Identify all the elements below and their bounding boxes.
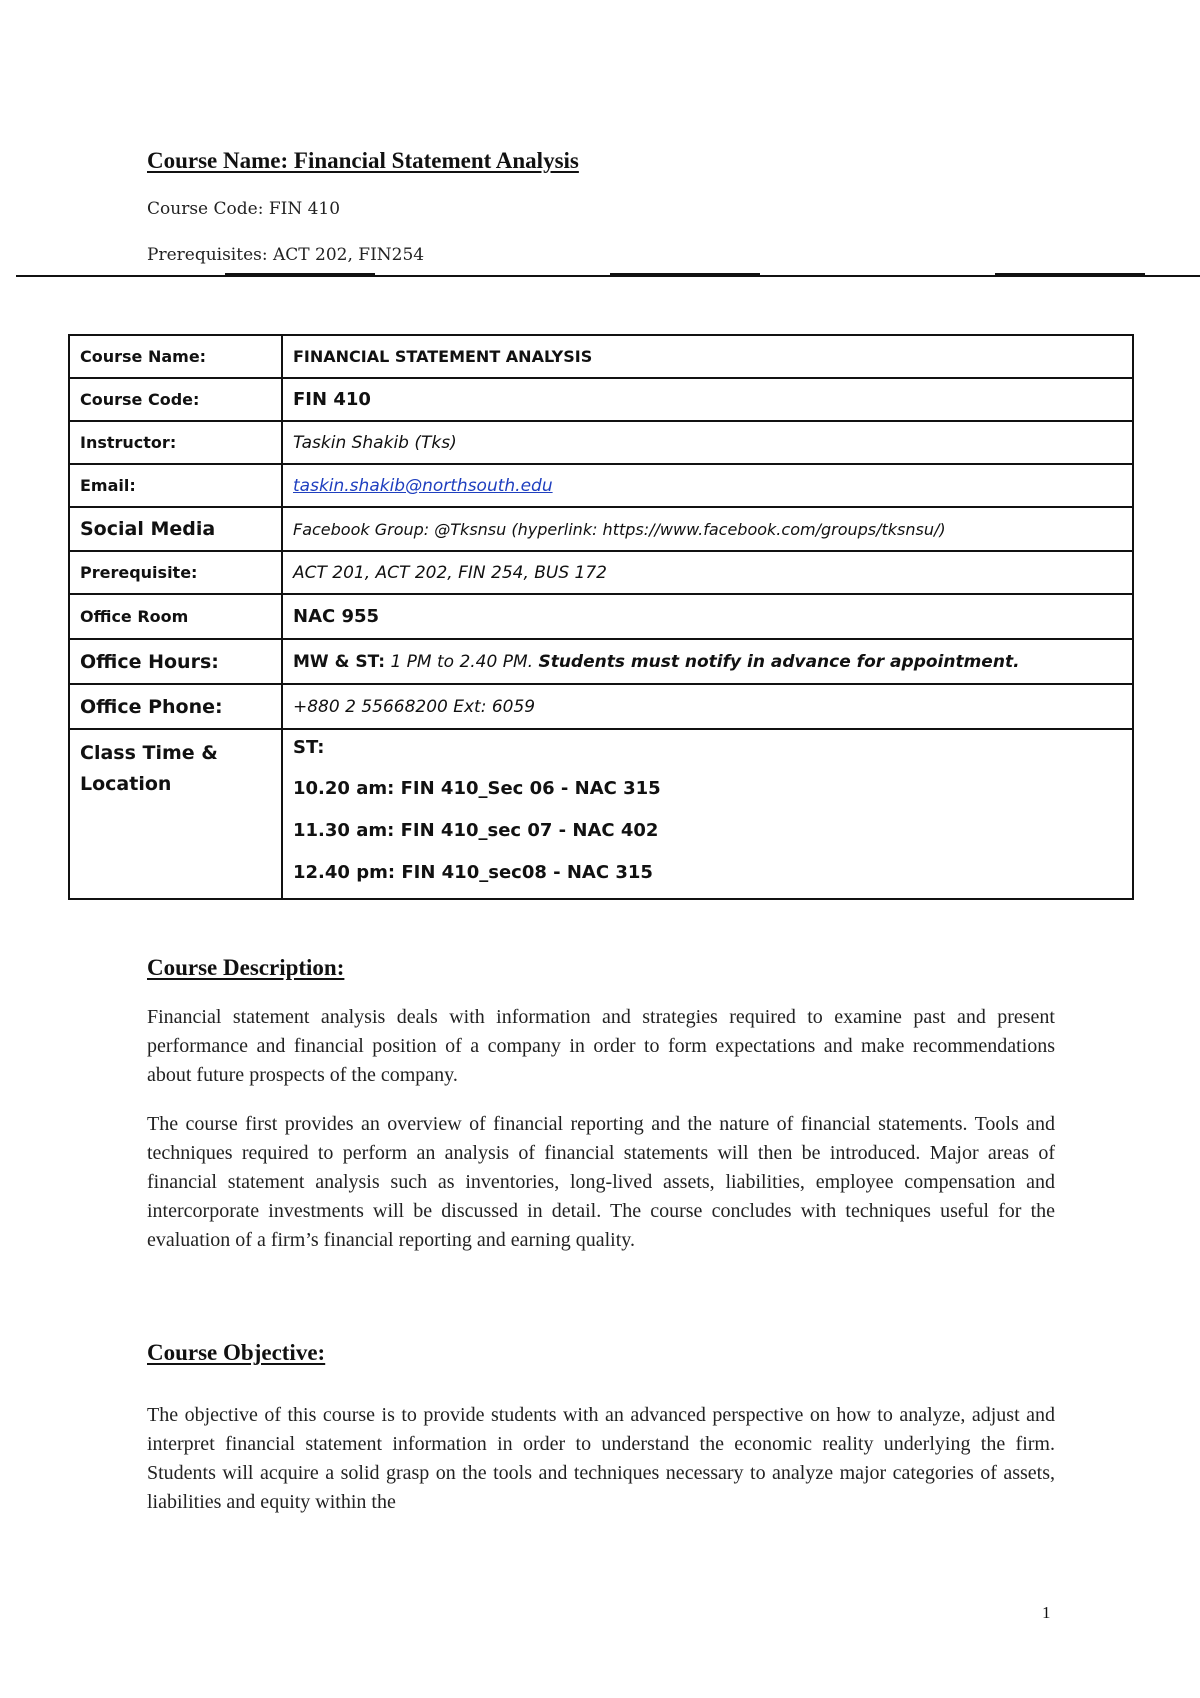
office-room-label: Office Room — [69, 594, 282, 639]
header-rule — [16, 275, 1200, 277]
prerequisite-label: Prerequisite: — [69, 551, 282, 594]
social-media-value: Facebook Group: @Tksnsu (hyperlink: https://www.facebook.com/groups/tksnsu/) — [282, 507, 1133, 551]
social-media-label: Social Media — [69, 507, 282, 551]
course-name-value: FINANCIAL STATEMENT ANALYSIS — [282, 335, 1133, 378]
row-social-media — [69, 507, 1133, 551]
header-rule-segment — [995, 273, 1145, 275]
class-session — [293, 779, 1122, 799]
class-session — [293, 863, 1122, 883]
course-code-line: Course Code: FIN 410 — [147, 199, 341, 219]
session-time: 11.30 am: — [293, 820, 395, 841]
instructor-value: Taskin Shakib (Tks) — [282, 421, 1133, 464]
class-time-label-line2: Location — [80, 773, 172, 795]
row-course-name — [69, 335, 1133, 378]
header-rule-segment — [225, 273, 375, 275]
prerequisite-value: ACT 201, ACT 202, FIN 254, BUS 172 — [282, 551, 1133, 594]
office-hours-days: MW & ST: — [293, 651, 386, 672]
prerequisites-line: Prerequisites: ACT 202, FIN254 — [147, 245, 425, 265]
course-description-paragraph: The course first provides an overview of financial reporting and the nature of financial statements. Tools and techniques required to perform an analysis of financial statements will then be introduced. Major areas of financial statement analysis such as inventories, long-lived assets, liabilities, employee compensation and intercorporate investments will be discussed in detail. The course concludes with techniques useful for the evaluation of a firm’s financial reporting and earning quality. — [147, 1113, 1055, 1251]
instructor-label: Instructor: — [69, 421, 282, 464]
course-code-value: FIN 410 — [282, 378, 1133, 421]
row-office-hours — [69, 639, 1133, 684]
session-time: 12.40 pm: — [293, 862, 396, 883]
email-label: Email: — [69, 464, 282, 507]
course-info-table — [68, 334, 1134, 900]
row-prerequisite — [69, 551, 1133, 594]
class-time-label — [69, 729, 282, 899]
row-course-code — [69, 378, 1133, 421]
course-objective-paragraph: The objective of this course is to provide students with an advanced perspective on how to analyze, adjust and interpret financial statement information in order to understand the economic reality underlying the firm. Students will acquire a solid grasp on the tools and techniques necessary to analyze major categories of assets, liabilities and equity within the — [147, 1404, 1055, 1513]
office-hours-note: Students must notify in advance for appointment. — [538, 651, 1020, 672]
row-office-phone — [69, 684, 1133, 729]
session-detail: FIN 410_sec08 - NAC 315 — [401, 862, 653, 883]
class-time-value — [282, 729, 1133, 899]
class-time-label-line1: Class Time & — [80, 742, 218, 764]
email-link[interactable]: taskin.shakib@northsouth.edu — [293, 475, 553, 496]
office-hours-label: Office Hours: — [69, 639, 282, 684]
row-email — [69, 464, 1133, 507]
office-hours-time: 1 PM to 2.40 PM. — [390, 651, 534, 672]
row-instructor — [69, 421, 1133, 464]
row-office-room — [69, 594, 1133, 639]
course-title: Course Name: Financial Statement Analysis — [147, 148, 579, 173]
course-code-label: Course Code: — [69, 378, 282, 421]
office-room-value: NAC 955 — [282, 594, 1133, 639]
row-class-time — [69, 729, 1133, 899]
course-description-paragraph: Financial statement analysis deals with information and strategies required to examine past and present performance and financial position of a company in order to form expectations and make recommendations about future prospects of the company. — [147, 1006, 1055, 1086]
class-days: ST: — [293, 737, 325, 758]
course-objective-heading: Course Objective: — [147, 1340, 326, 1365]
course-name-label: Course Name: — [69, 335, 282, 378]
office-phone-value: +880 2 55668200 Ext: 6059 — [282, 684, 1133, 729]
session-time: 10.20 am: — [293, 778, 395, 799]
session-detail: FIN 410_sec 07 - NAC 402 — [400, 820, 659, 841]
session-detail: FIN 410_Sec 06 - NAC 315 — [400, 778, 661, 799]
header-rule-segment — [610, 273, 760, 275]
class-session — [293, 821, 1122, 841]
course-description-heading: Course Description: — [147, 955, 345, 980]
office-hours-value — [282, 639, 1133, 684]
office-phone-label: Office Phone: — [69, 684, 282, 729]
page-number: 1 — [1042, 1603, 1051, 1622]
